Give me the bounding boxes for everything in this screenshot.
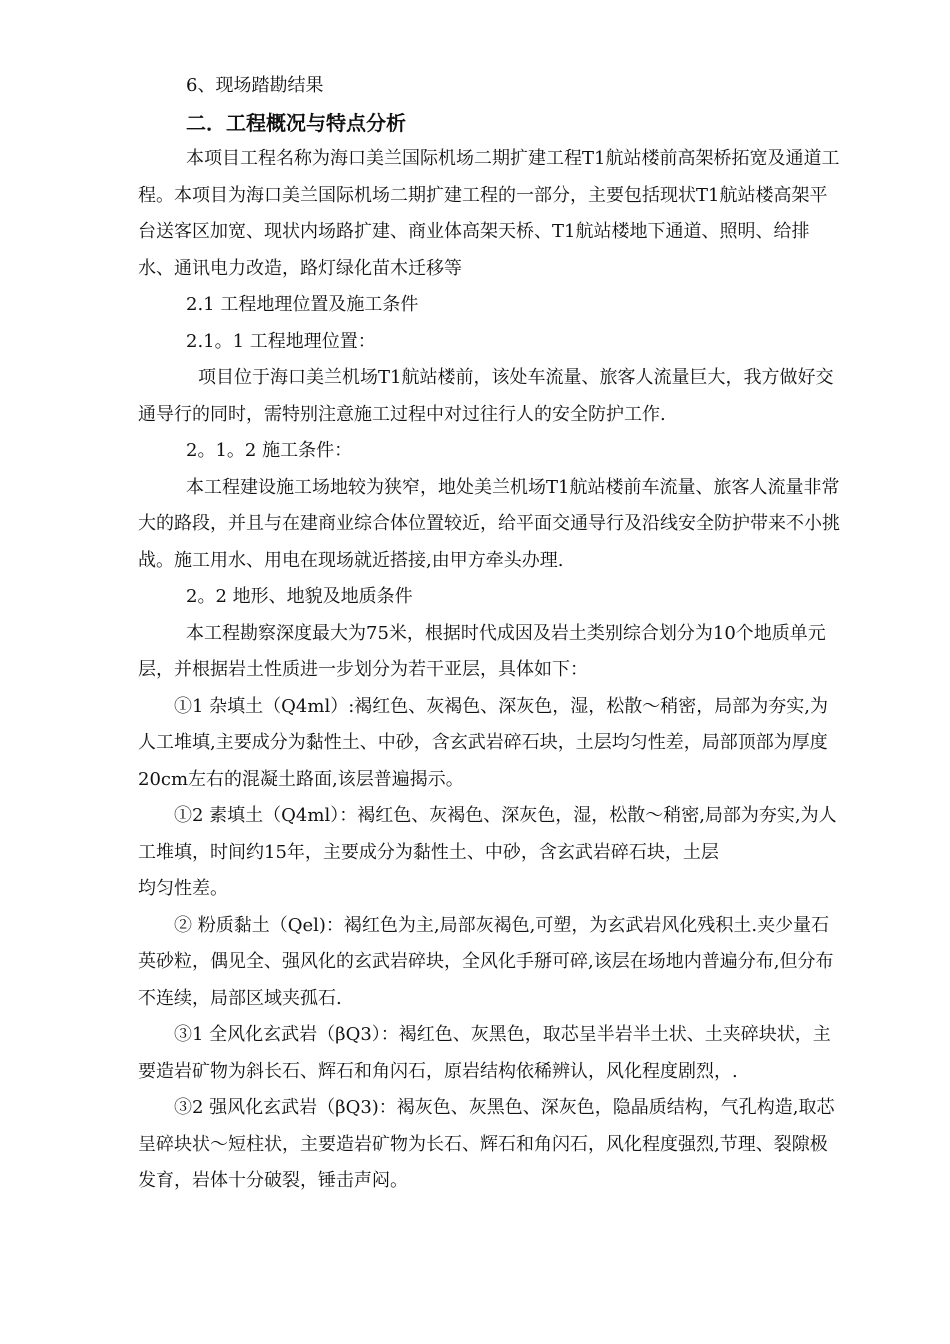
- section-title: 二．工程概况与特点分析: [186, 110, 406, 135]
- subsection-2-1-2-heading: 2。1。2 施工条件：: [186, 440, 353, 461]
- item-6-heading: 6、现场踏勘结果: [186, 75, 324, 96]
- layer-1-2-paragraph: [138, 798, 842, 908]
- layer-3-2-paragraph: ③2 强风化玄武岩（βQ3)：褐灰色、灰黑色、深灰色，隐晶质结构，气孔构造,取芯呈碎块状～短柱状，主要造岩矿物为长石、辉石和角闪石，风化程度强烈,节理、裂隙极发育，岩体十分破裂，锤击声闷。: [138, 1097, 835, 1191]
- layer-1-1-paragraph: ①1 杂填土（Q4ml）:褐红色、灰褐色、深灰色，湿，松散～稍密，局部为夯实,为人工堆填,主要成分为黏性土、中砂，含玄武岩碎石块，土层均匀性差，局部顶部为厚度20cm左右的混凝土路面,该层普遍揭示。: [138, 695, 828, 790]
- layer-1-2-text: ①2 素填土（Q4ml）：褐红色、灰褐色、深灰色，湿，松散～稍密,局部为夯实,为人工堆填，时间约15年，主要成分为黏性土、中砂，含玄武岩碎石块，土层: [138, 805, 837, 863]
- project-intro-paragraph: 本项目工程名称为海口美兰国际机场二期扩建工程T1航站楼前高架桥拓宽及通道工程。本项目为海口美兰国际机场二期扩建工程的一部分，主要包括现状T1航站楼高架平台送客区加宽、现状内场路扩建、商业体高架天桥、T1航站楼地下通道、照明、给排水、通讯电力改造，路灯绿化苗木迁移等: [138, 148, 840, 279]
- subsection-2-1-1-heading: 2.1。1 工程地理位置：: [186, 330, 376, 352]
- conditions-paragraph: 本工程建设施工场地较为狭窄，地处美兰机场T1航站楼前车流量、旅客人流量非常大的路段，并且与在建商业综合体位置较近，给平面交通导行及沿线安全防护带来不小挑战。施工用水、用电在现场就近搭接,由甲方牵头办理.: [138, 476, 840, 571]
- subsection-2-1-heading: 2.1 工程地理位置及施工条件: [186, 294, 419, 315]
- layer-1-2-text-tail: 均匀性差。: [138, 878, 228, 899]
- geology-intro-paragraph: 本工程勘察深度最大为75米，根据时代成因及岩土类别综合划分为10个地质单元层，并根据岩土性质进一步划分为若干亚层，具体如下：: [138, 622, 826, 680]
- subsection-2-2-heading: 2。2 地形、地貌及地质条件: [186, 586, 413, 607]
- layer-3-1-paragraph: ③1 全风化玄武岩（βQ3）：褐红色、灰黑色，取芯呈半岩半土状、土夹碎块状，主要造岩矿物为斜长石、辉石和角闪石，原岩结构依稀辨认，风化程度剧烈，.: [138, 1024, 831, 1082]
- layer-2-paragraph: ② 粉质黏土（Qel)：褐红色为主,局部灰褐色,可塑，为玄武岩风化残积土.夹少量石英砂粒，偶见全、强风化的玄武岩碎块，全风化手掰可碎,该层在场地内普遍分布,但分布不连续，局部区域夹孤石.: [138, 914, 834, 1009]
- location-paragraph: 项目位于海口美兰机场T1航站楼前，该处车流量、旅客人流量巨大，我方做好交通导行的同时，需特别注意施工过程中对过往行人的安全防护工作.: [138, 367, 834, 425]
